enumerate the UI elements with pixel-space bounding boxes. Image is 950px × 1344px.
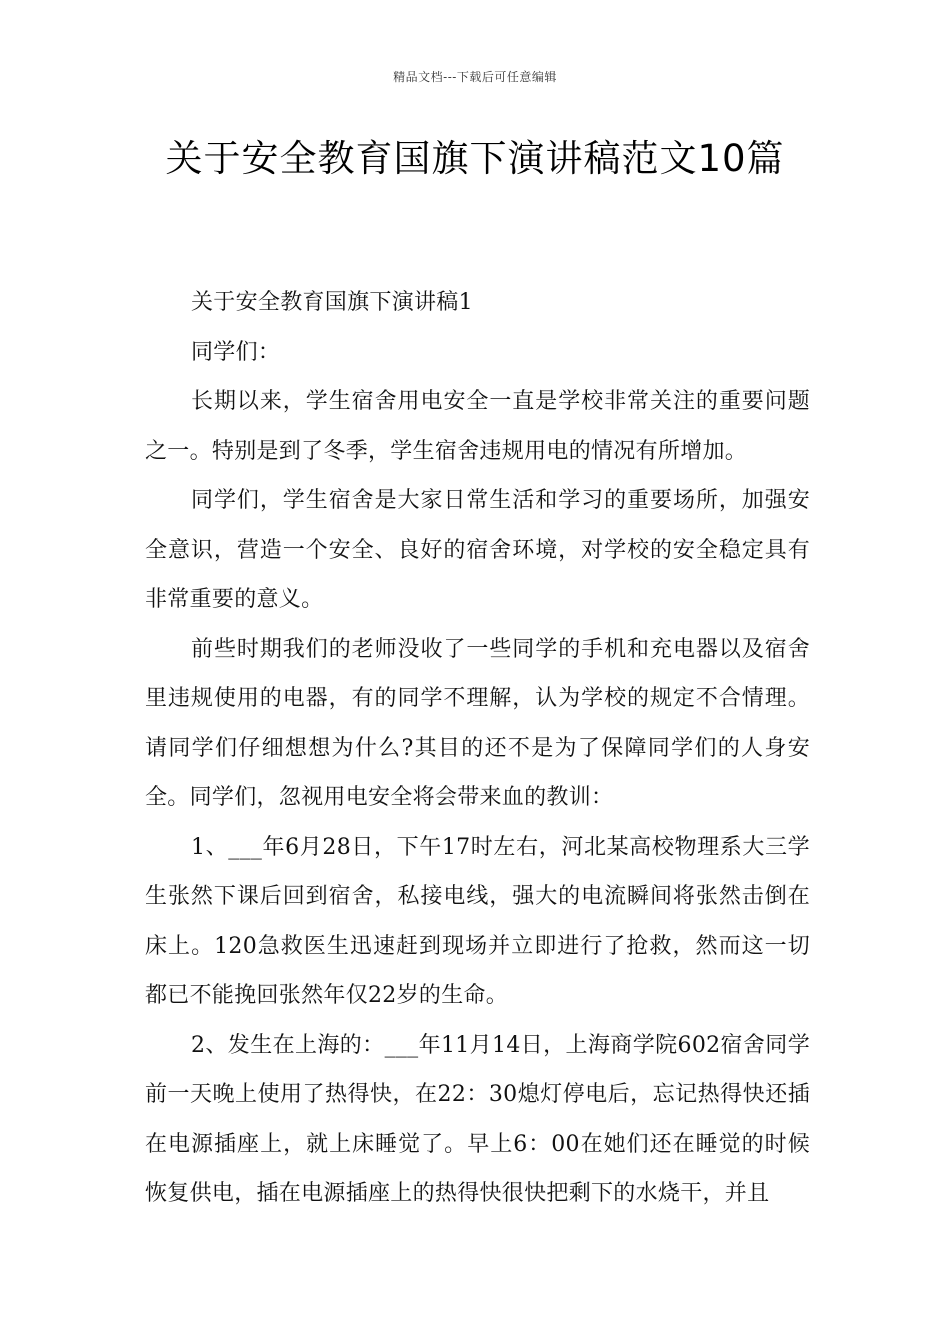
body-paragraph: 同学们，学生宿舍是大家日常生活和学习的重要场所，加强安全意识，营造一个安全、良好的宿舍环境，对学校的安全稳定具有非常重要的意义。	[145, 488, 810, 612]
document-title: 关于安全教育国旗下演讲稿范文10篇	[165, 137, 785, 180]
salutation: 同学们：	[191, 339, 281, 365]
case-paragraph-1: 1、___年6月28日，下午17时左右，河北某高校物理系大三学生张然下课后回到宿舍，私接电线，强大的电流瞬间将张然击倒在床上。120急救医生迅速赶到现场并立即进行了抢救，然而这一切都已不能挽回张然年仅22岁的生命。	[145, 834, 810, 1008]
body-paragraph: 前些时期我们的老师没收了一些同学的手机和充电器以及宿舍里违规使用的电器，有的同学不理解，认为学校的规定不合情理。请同学们仔细想想为什么?其目的还不是为了保障同学们的人身安全。同学们，忽视用电安全将会带来血的教训：	[145, 636, 810, 810]
document-body	[145, 278, 810, 1219]
header-note: 精品文档---下载后可任意编辑	[393, 70, 557, 84]
case-paragraph-2: 2、发生在上海的：___年11月14日，上海商学院602宿舍同学前一天晚上使用了热得快，在22：30熄灯停电后，忘记热得快还插在电源插座上，就上床睡觉了。早上6：00在她们还在睡觉的时候恢复供电，插在电源插座上的热得快很快把剩下的水烧干，并且	[145, 1032, 810, 1206]
section-heading: 关于安全教育国旗下演讲稿1	[191, 290, 473, 315]
body-paragraph: 长期以来，学生宿舍用电安全一直是学校非常关注的重要问题之一。特别是到了冬季，学生宿舍违规用电的情况有所增加。	[145, 389, 810, 464]
